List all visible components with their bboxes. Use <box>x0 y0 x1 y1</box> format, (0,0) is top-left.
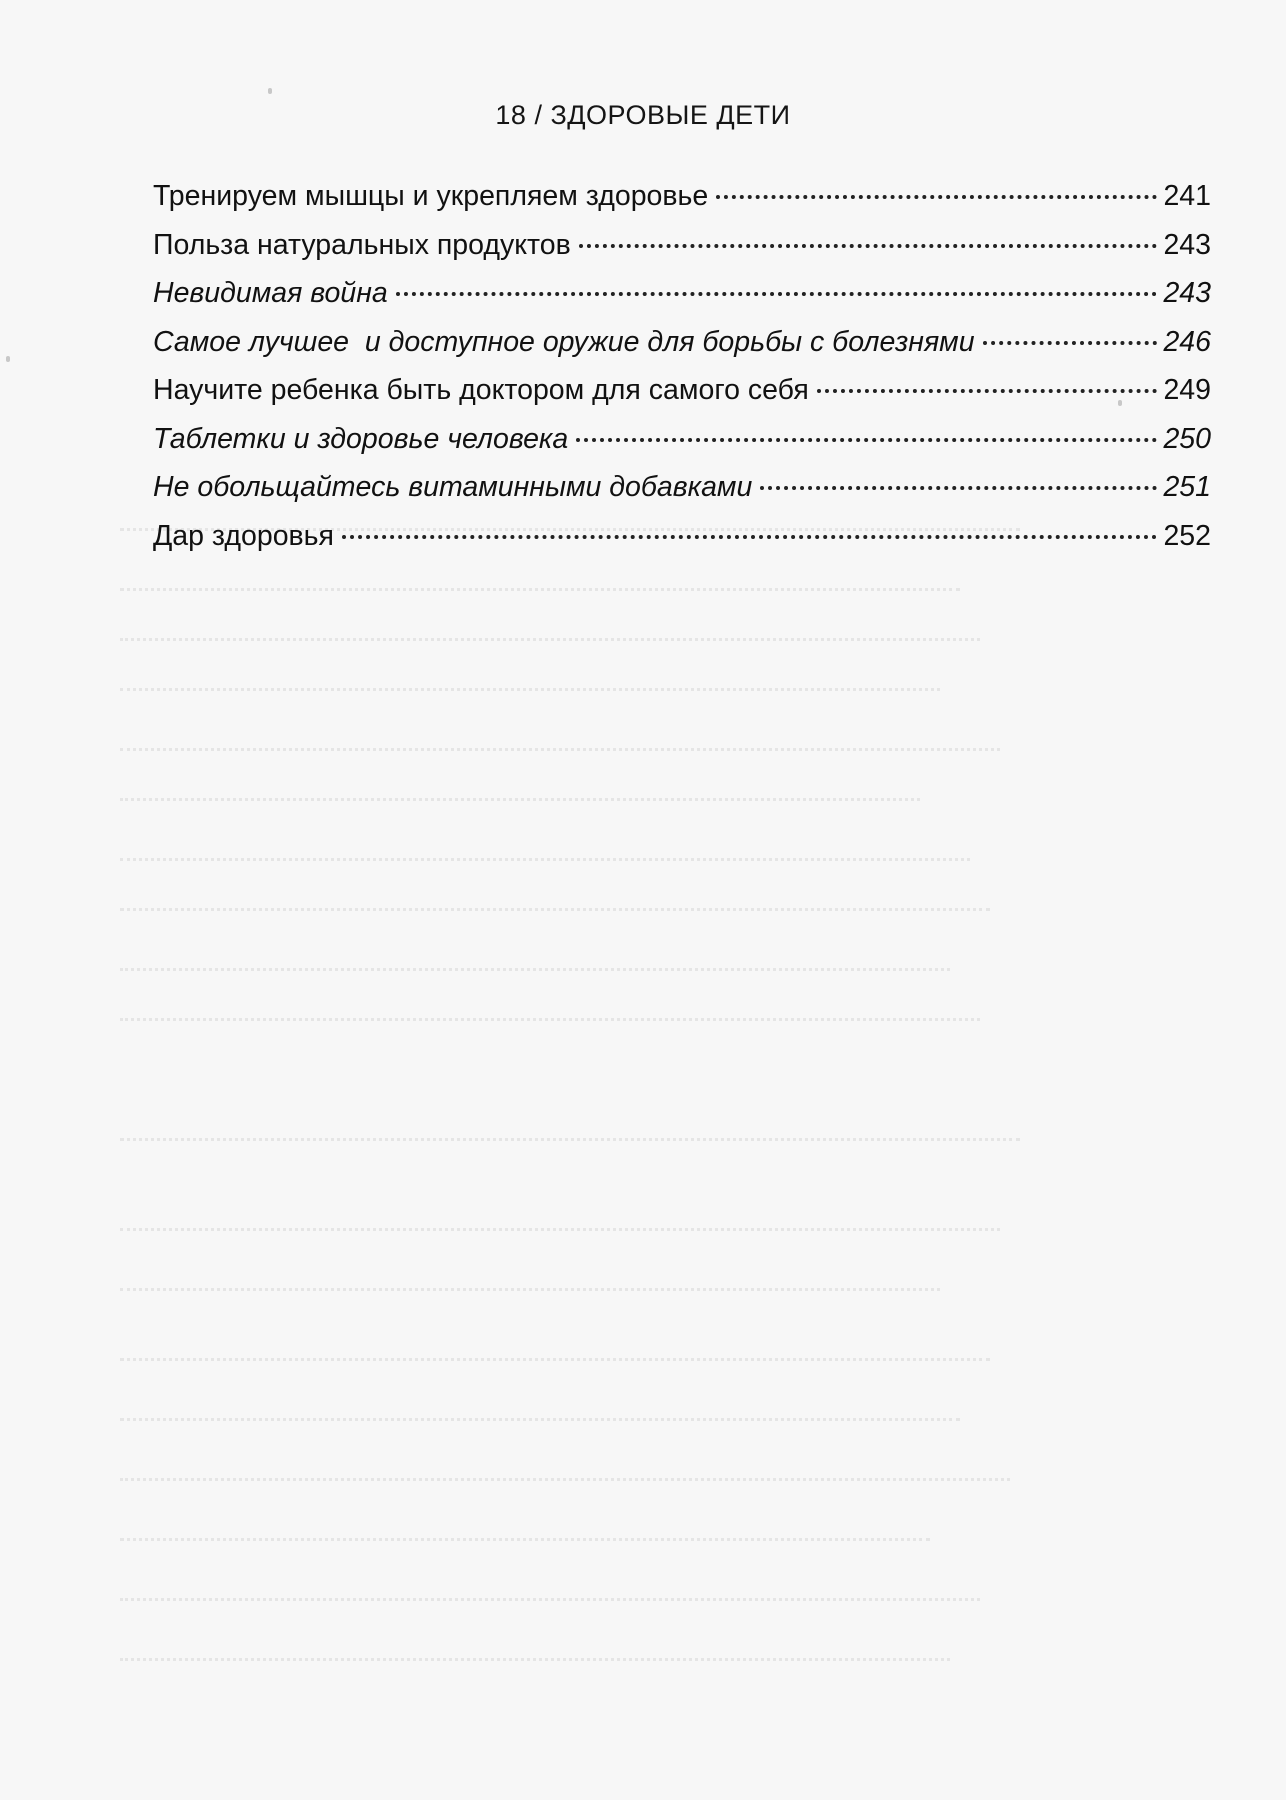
toc-entry-page: 243 <box>1163 277 1211 309</box>
dot-leader <box>983 341 1158 345</box>
toc-entry <box>153 415 1211 464</box>
dot-leader <box>716 195 1157 199</box>
table-of-contents <box>153 172 1211 560</box>
toc-entry-page: 246 <box>1163 325 1211 358</box>
toc-entry-title: Не обольщайтесь витаминными добавками <box>153 471 753 503</box>
toc-entry-page: 241 <box>1163 180 1211 212</box>
toc-entry-page: 249 <box>1163 374 1211 406</box>
dot-leader <box>576 438 1157 442</box>
toc-entry-title: Невидимая война <box>153 277 388 309</box>
toc-entry-page: 250 <box>1163 422 1211 455</box>
dot-leader <box>342 535 1157 539</box>
toc-entry <box>153 463 1211 512</box>
toc-entry-title: Научите ребенка быть доктором для самого себя <box>153 374 809 406</box>
running-head: 18 / ЗДОРОВЫЕ ДЕТИ <box>495 100 791 130</box>
toc-entry <box>153 512 1211 561</box>
toc-entry-title: Таблетки и здоровье человека <box>153 422 569 455</box>
toc-entry <box>153 172 1211 221</box>
toc-entry-title: Самое лучшее и доступное оружие для борьбы с болезнями <box>153 325 975 358</box>
dot-leader <box>817 389 1158 393</box>
dot-leader <box>760 486 1157 490</box>
toc-entry-title: Тренируем мышцы и укрепляем здоровье <box>153 180 709 212</box>
dot-leader <box>396 292 1158 296</box>
dot-leader <box>579 244 1158 248</box>
toc-entry-page: 243 <box>1163 228 1211 261</box>
toc-entry-page: 252 <box>1163 519 1211 552</box>
toc-entry <box>153 318 1211 367</box>
paper-speck <box>268 88 272 94</box>
toc-entry-page: 251 <box>1163 471 1211 503</box>
paper-speck <box>6 356 10 362</box>
toc-entry <box>153 366 1211 415</box>
toc-entry <box>153 221 1211 270</box>
toc-entry <box>153 269 1211 318</box>
toc-entry-title: Дар здоровья <box>153 519 334 552</box>
toc-entry-title: Польза натуральных продуктов <box>153 228 571 261</box>
